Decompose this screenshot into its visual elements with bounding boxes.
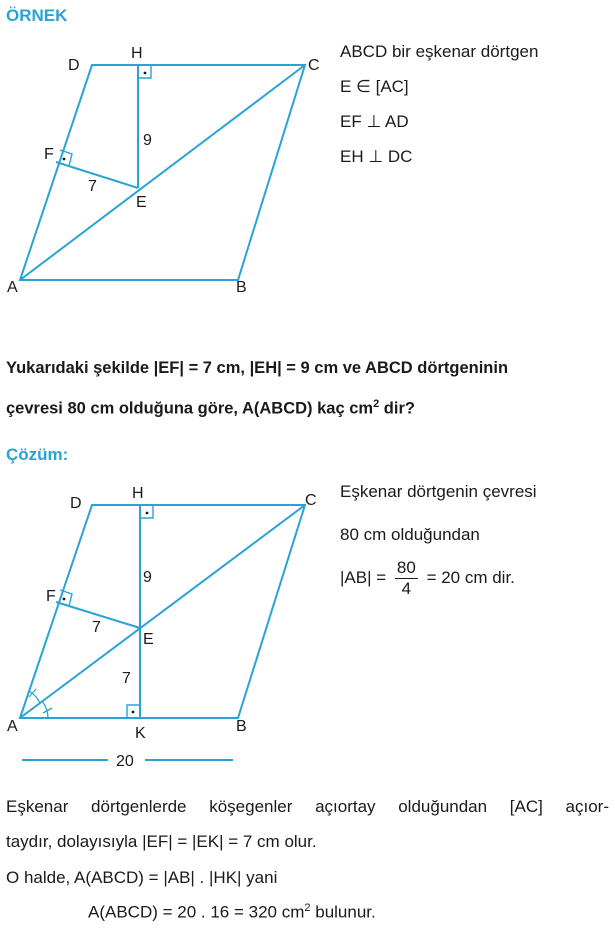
label-f: F [44, 146, 54, 163]
solution-paragraph-1: Eşkenar dörtgenlerde köşegenler açıortay olduğundan [AC] açıor- [6, 797, 609, 816]
solution-paragraph-2: taydır, dolayısıyla |EF| = |EK| = 7 cm olur. [6, 832, 317, 851]
label-a: A [7, 718, 18, 735]
solution-equation: |AB| = $\frac{80}{4}$ = 20 cm dir. [340, 558, 515, 598]
given-3: EF ⊥ AD [340, 112, 409, 131]
length-ef: 7 [92, 619, 101, 636]
label-h: H [132, 485, 144, 502]
label-h: H [131, 45, 143, 62]
label-c: C [308, 57, 320, 74]
problem-line-1: Yukarıdaki şekilde |EF| = 7 cm, |EH| = 9 cm ve ABCD dörtgeninin [6, 359, 509, 377]
length-eh: 9 [143, 132, 152, 149]
problem-statement [6, 350, 508, 427]
problem-line-2: çevresi 80 cm olduğuna göre, A(ABCD) kaç $cm^2$ dir? [6, 398, 415, 418]
example-rhombus-figure [0, 40, 335, 305]
right-angle-h-icon [138, 65, 151, 78]
label-b: B [236, 279, 247, 296]
solution-rhombus-figure [0, 480, 335, 780]
given-4: EH ⊥ DC [340, 147, 413, 166]
solution-text-1: Eşkenar dörtgenin çevresi [340, 482, 537, 501]
right-angle-h-icon [140, 505, 153, 518]
angle-arc-upper-icon [29, 691, 40, 703]
solution-paragraph-3: O halde, A(ABCD) = |AB| . |HK| yani [6, 868, 278, 887]
length-ek: 7 [122, 670, 131, 687]
example-heading: ÖRNEK [6, 6, 68, 25]
segment-ef [56, 162, 138, 188]
label-d: D [68, 57, 80, 74]
fraction: $\frac{80}{4}$ [396, 558, 416, 598]
given-2: E ∈ [AC] [340, 77, 409, 96]
label-e: E [136, 194, 147, 211]
angle-arc-lower-icon [42, 701, 48, 718]
solution-heading: Çözüm: [6, 445, 69, 464]
label-a: A [7, 279, 18, 296]
diagonal-ac [20, 65, 305, 280]
solution-text-2: 80 cm olduğundan [340, 525, 480, 544]
length-eh: 9 [143, 569, 152, 586]
label-d: D [70, 495, 82, 512]
length-ef: 7 [88, 178, 97, 195]
label-b: B [236, 718, 247, 735]
label-f: F [46, 588, 56, 605]
label-k: K [135, 725, 146, 742]
given-1: ABCD bir eşkenar dörtgen [340, 42, 539, 61]
label-e: E [143, 631, 154, 648]
length-ab: 20 [116, 753, 134, 770]
diagonal-ac [20, 505, 305, 718]
label-c: C [305, 492, 317, 509]
solution-final: A(ABCD) = 20 . 16 = 320 $cm^2$ bulunur. [88, 902, 376, 922]
